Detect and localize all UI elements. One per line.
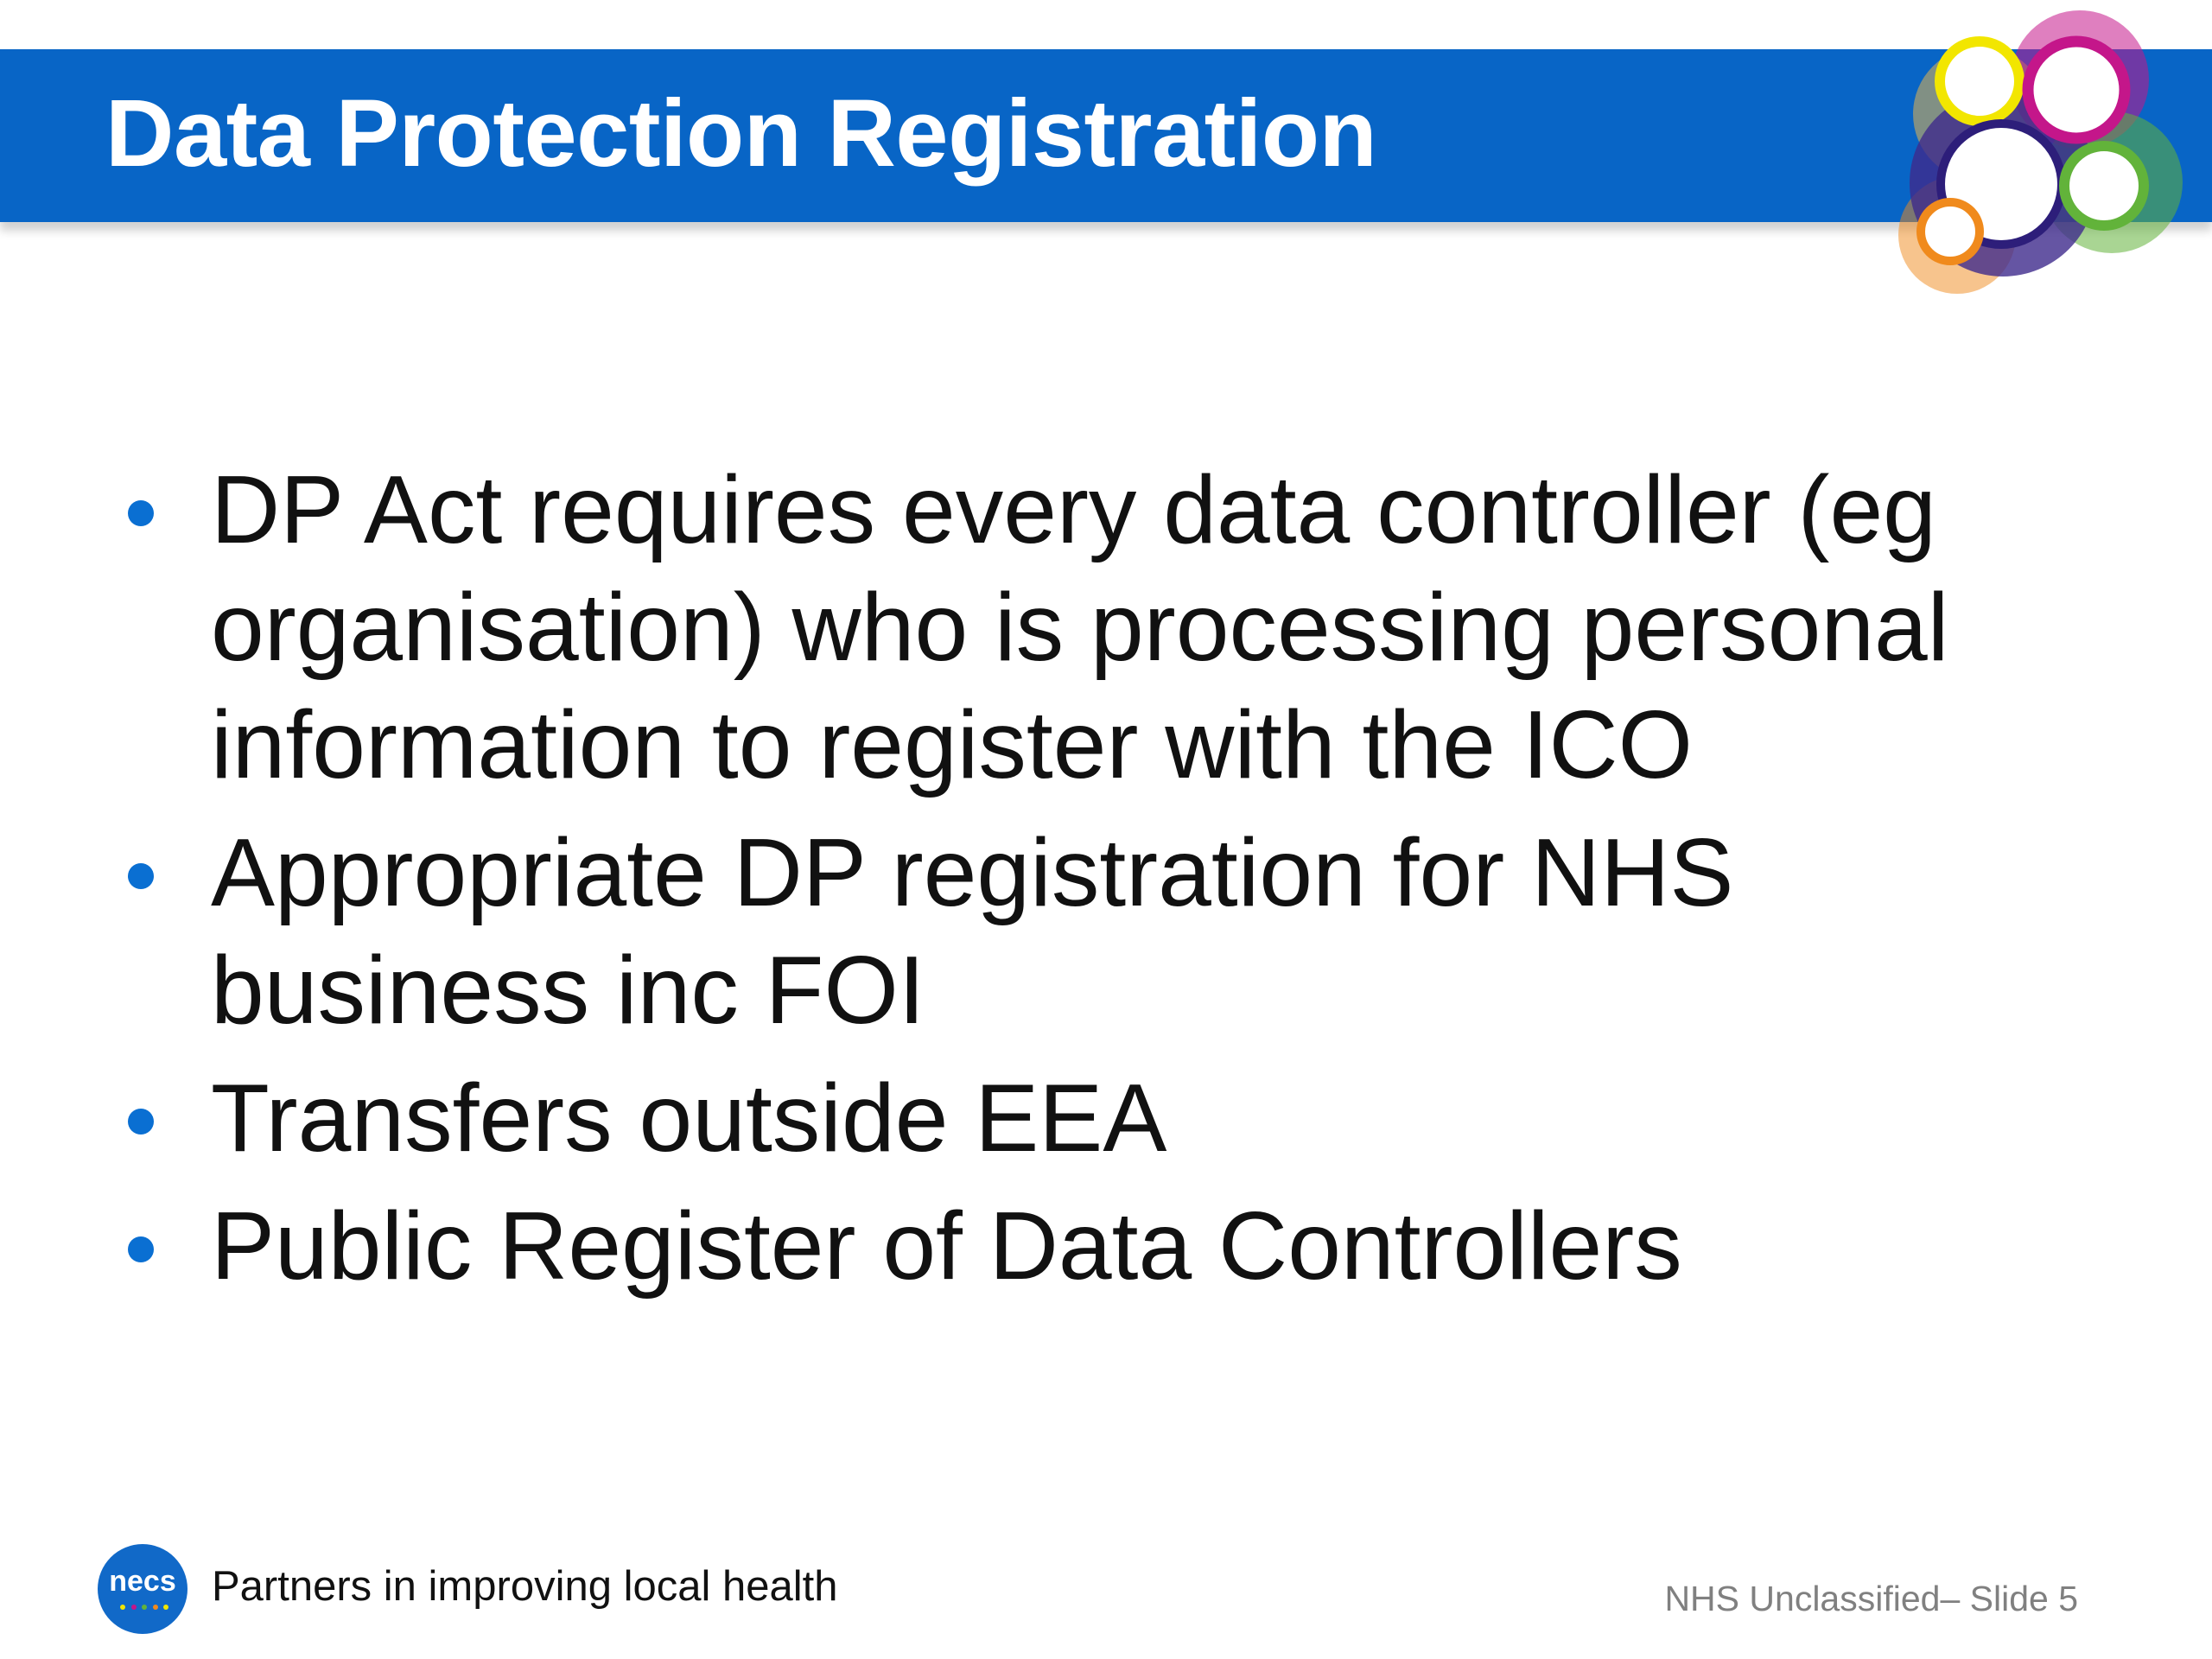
bullet-dot-icon [128,500,154,526]
bullet-dot-icon [128,863,154,889]
list-item [121,451,2091,804]
necs-logo-text: necs [109,1565,176,1598]
bullet-text: Appropriate DP registration for NHS business inc FOI [211,819,1734,1044]
bullet-dot-icon [128,1236,154,1262]
bullet-text: DP Act requires every data controller (eg organisation) who is processing personal information to register with the ICO [211,456,1949,798]
rings-logo-icon [1884,0,2212,302]
slide-number: NHS Unclassified– Slide 5 [1664,1579,2078,1618]
bullet-dot-icon [128,1109,154,1135]
necs-logo [98,1544,188,1634]
bullet-list [121,451,2091,1315]
logo-dots-icon [120,1605,168,1611]
bullet-text: Public Register of Data Controllers [211,1192,1682,1300]
footer-tagline: Partners in improving local health [212,1563,838,1610]
list-item [121,814,2091,1049]
list-item [121,1059,2091,1177]
slide-title: Data Protection Registration [105,80,1377,187]
bullet-text: Transfers outside EEA [211,1065,1167,1172]
list-item [121,1187,2091,1305]
